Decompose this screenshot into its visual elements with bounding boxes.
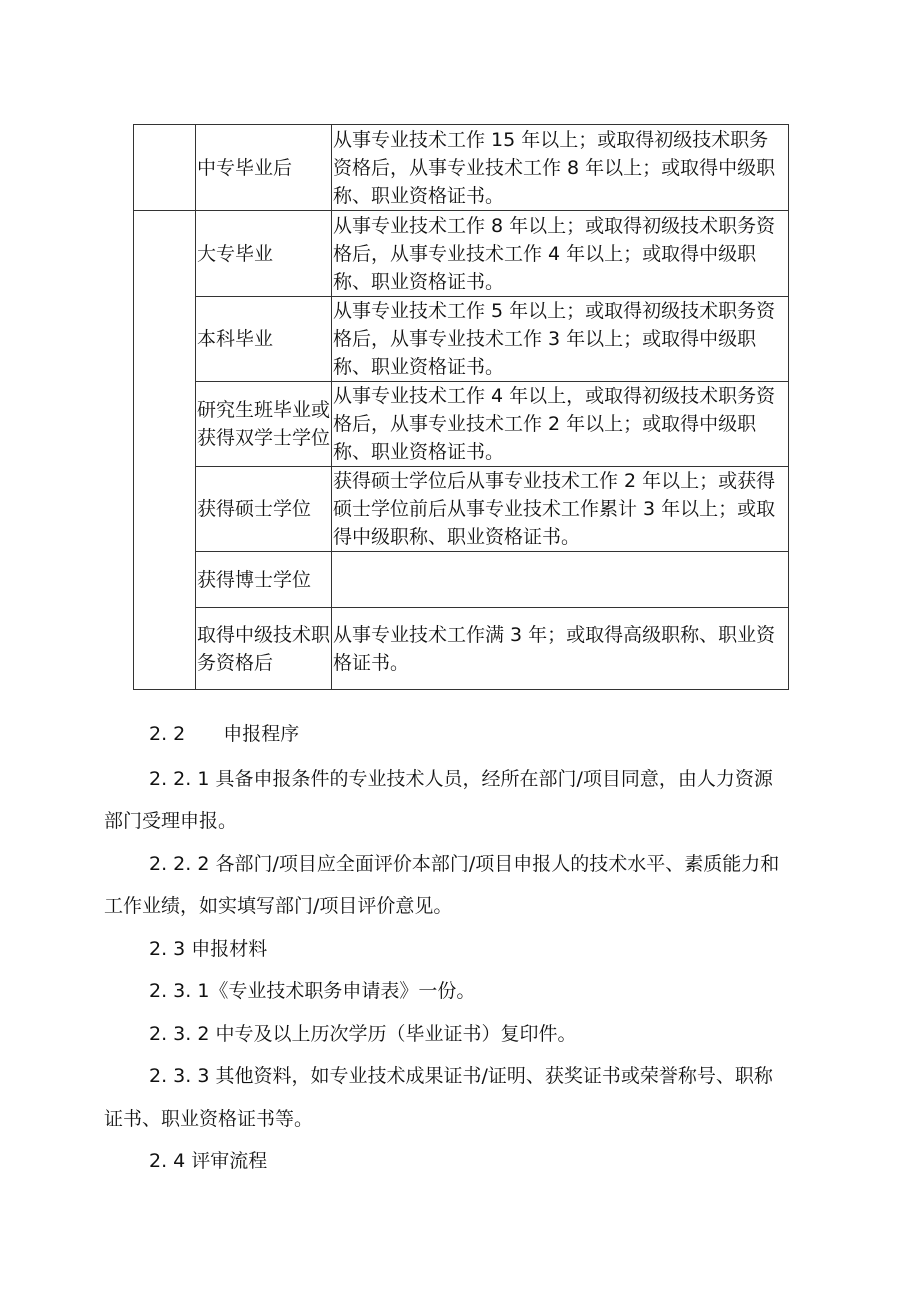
paragraph-2-2-1-line2: 部门受理申报。 [104, 810, 238, 832]
paragraph-2-2-2-line1: 2. 2. 2 各部门/项目应全面评价本部门/项目申报人的技术水平、素质能力和 [149, 853, 780, 875]
requirement-cell: 从事专业技术工作 4 年以上，或取得初级技术职务资格后，从事专业技术工作 2 年以上；或取得中级职称、职业资格证书。 [332, 382, 789, 467]
education-cell: 取得中级技术职务资格后 [196, 608, 332, 690]
requirement-cell: 获得硕士学位后从事专业技术工作 2 年以上；或获得硕士学位前后从事专业技术工作累计 3 年以上；或取得中级职称、职业资格证书。 [332, 467, 789, 552]
table-row [134, 297, 789, 382]
education-cell: 大专毕业 [196, 211, 332, 297]
table-row [134, 211, 789, 297]
education-cell: 获得硕士学位 [196, 467, 332, 552]
section-heading-2-2: 2. 2 申报程序 [149, 723, 300, 745]
paragraph-2-3-3-line2: 证书、职业资格证书等。 [104, 1108, 314, 1130]
paragraph-2-2-2-line2: 工作业绩，如实填写部门/项目评价意见。 [104, 895, 453, 917]
education-cell: 中专毕业后 [196, 125, 332, 211]
paragraph-2-3-1: 2. 3. 1《专业技术职务申请表》一份。 [149, 980, 476, 1002]
education-cell: 获得博士学位 [196, 552, 332, 608]
table-row [134, 382, 789, 467]
category-cell-empty [134, 211, 196, 690]
requirement-cell: 从事专业技术工作 15 年以上；或取得初级技术职务资格后，从事专业技术工作 8 年以上；或取得中级职称、职业资格证书。 [332, 125, 789, 211]
table-row [134, 125, 789, 211]
section-heading-2-3: 2. 3 申报材料 [149, 938, 268, 960]
requirement-cell: 从事专业技术工作 5 年以上；或取得初级技术职务资格后，从事专业技术工作 3 年以上；或取得中级职称、职业资格证书。 [332, 297, 789, 382]
table-row [134, 608, 789, 690]
category-cell-empty [134, 125, 196, 211]
qualification-table [133, 124, 789, 690]
requirement-cell: 从事专业技术工作 8 年以上；或取得初级技术职务资格后，从事专业技术工作 4 年以上；或取得中级职称、职业资格证书。 [332, 211, 789, 297]
education-cell: 研究生班毕业或获得双学士学位 [196, 382, 332, 467]
section-heading-2-4: 2. 4 评审流程 [149, 1150, 268, 1172]
table-row [134, 467, 789, 552]
requirement-cell: 从事专业技术工作满 3 年；或取得高级职称、职业资格证书。 [332, 608, 789, 690]
paragraph-2-2-1-line1: 2. 2. 1 具备申报条件的专业技术人员，经所在部门/项目同意，由人力资源 [149, 768, 773, 790]
requirement-cell [332, 552, 789, 608]
paragraph-2-3-2: 2. 3. 2 中专及以上历次学历（毕业证书）复印件。 [149, 1023, 577, 1045]
education-cell: 本科毕业 [196, 297, 332, 382]
paragraph-2-3-3-line1: 2. 3. 3 其他资料，如专业技术成果证书/证明、获奖证书或荣誉称号、职称 [149, 1065, 773, 1087]
table-row [134, 552, 789, 608]
